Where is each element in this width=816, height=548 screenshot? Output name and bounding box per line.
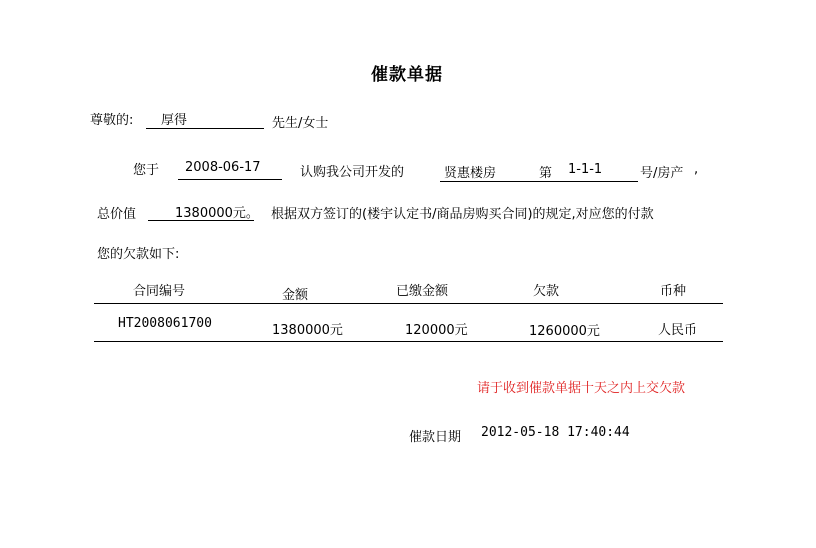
salutation-label: 尊敬的: — [90, 113, 134, 128]
property-name: 贤惠楼房 — [444, 166, 497, 181]
you-label: 您于 — [133, 163, 160, 178]
property-di: 第 — [539, 166, 553, 181]
table-header-paid: 已缴金额 — [396, 284, 449, 299]
cell-paid: 120000元 — [405, 323, 468, 338]
table-header-contract-no: 合同编号 — [133, 284, 186, 299]
purchase-text: 认购我公司开发的 — [300, 165, 405, 180]
document-title: 催款单据 — [371, 65, 443, 85]
total-value-field — [148, 200, 259, 221]
property-field — [440, 161, 638, 182]
total-label: 总价值 — [97, 207, 137, 222]
reminder-date-label: 催款日期 — [409, 430, 462, 445]
cell-currency: 人民币 — [658, 323, 698, 338]
reminder-date-value: 2012-05-18 17:40:44 — [481, 425, 630, 440]
customer-name-field — [146, 108, 264, 129]
table-header-arrears: 欠款 — [533, 284, 560, 299]
cell-amount: 1380000元 — [272, 323, 343, 338]
cell-contract-no: HT2008061700 — [118, 316, 212, 331]
table-bottom-divider — [94, 341, 723, 342]
payment-notice: 请于收到催款单据十天之内上交欠款 — [477, 381, 686, 396]
total-value: 1380000元。 — [175, 206, 259, 221]
arrears-intro: 您的欠款如下: — [97, 247, 180, 262]
table-header-amount: 金额 — [282, 288, 309, 303]
table-header-currency: 币种 — [660, 284, 687, 299]
cell-arrears: 1260000元 — [529, 324, 600, 339]
table-header-divider — [94, 303, 723, 304]
unit-suffix: 号/房产 — [640, 166, 684, 181]
purchase-date: 2008-06-17 — [185, 160, 261, 175]
customer-name: 厚得 — [161, 113, 188, 128]
unit-number: 1-1-1 — [568, 162, 603, 177]
purchase-date-field — [178, 159, 282, 180]
honorific: 先生/女士 — [272, 116, 329, 131]
comma: , — [694, 162, 699, 177]
contract-text: 根据双方签订的(楼宇认定书/商品房购买合同)的规定,对应您的付款 — [271, 207, 654, 222]
